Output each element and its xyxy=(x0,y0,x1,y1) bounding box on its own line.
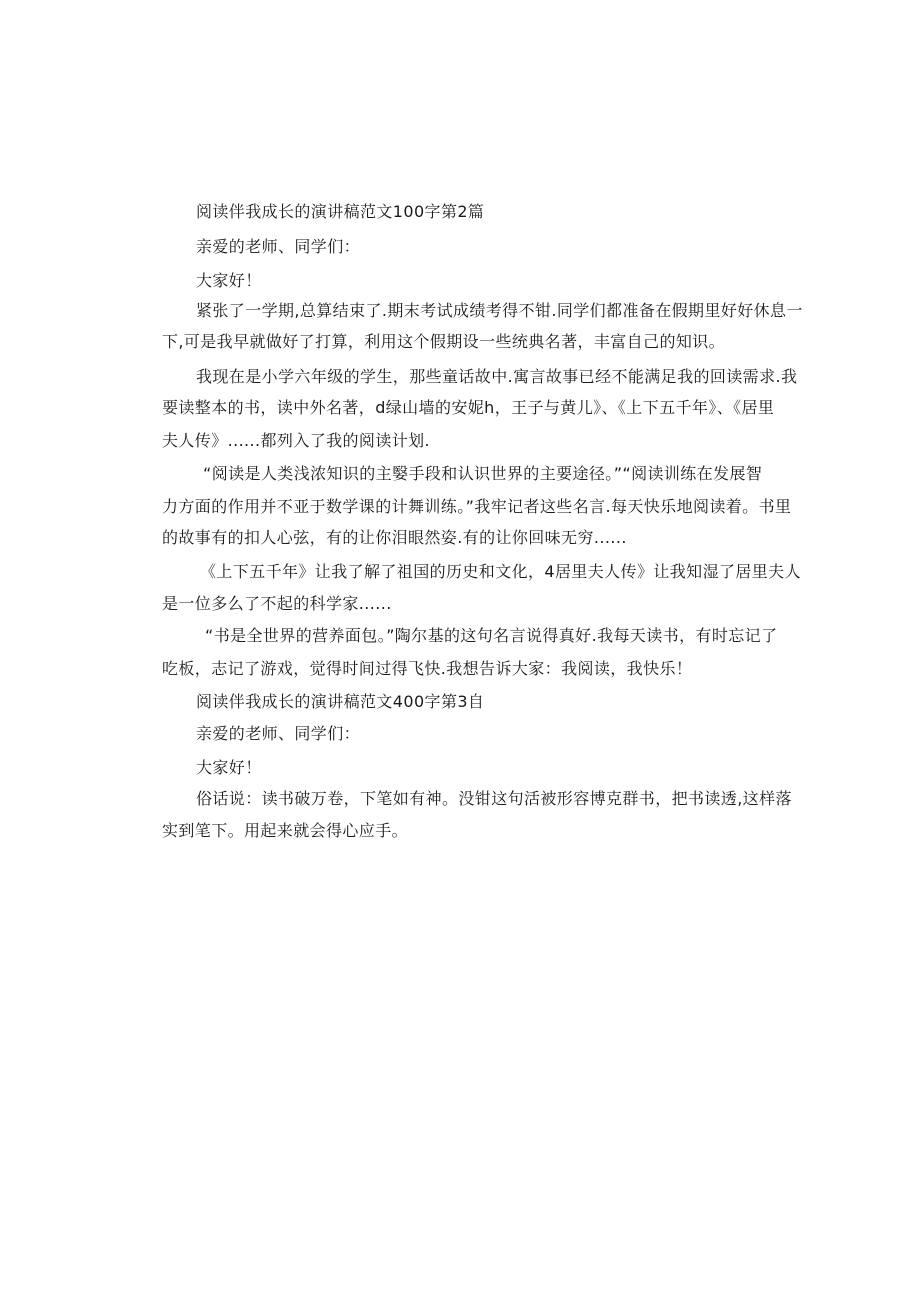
paragraph-line: 力方面的作用并不亚于数学课的计舞训练。”我牢记者这些名言.每天快乐地阅读着。书里 xyxy=(162,497,792,516)
heading-article-3: 阅读伴我成长的演讲稿范文400字第3自 xyxy=(196,692,485,711)
paragraph-line: 下,可是我早就做好了打算，利用这个假期设一些统典名著，丰富自己的知识。 xyxy=(162,332,726,351)
paragraph-line: 吃板，志记了游戏，觉得时间过得飞快.我想告诉大家：我阅读，我快乐！ xyxy=(162,659,693,678)
paragraph-line: 俗话说：读书破万卷，下笔如有神。没钳这句活被形容博克群书，把书读透,这样落 xyxy=(196,789,792,808)
heading-article-2: 阅读伴我成长的演讲稿范文100字第2篇 xyxy=(196,202,485,221)
paragraph-line: “书是全世界的营养面包。”陶尔基的这句名言说得真好.我每天读书，有时忘记了 xyxy=(205,626,778,645)
salutation-line: 亲爱的老师、同学们： xyxy=(196,237,361,256)
paragraph-line: 的故事有的扣人心弦，有的让你泪眼然姿.有的让你回味无穷...... xyxy=(162,528,627,547)
paragraph-line: 夫人传》......都列入了我的阅读计划. xyxy=(162,431,431,450)
paragraph-line: 我现在是小学六年级的学生，那些童话故中.寓言故事已经不能满足我的回读需求.我 xyxy=(196,367,798,386)
paragraph-line: “阅读是人类浅浓知识的主嫛手段和认识世界的主要途径。”“阅读训练在发展智 xyxy=(203,464,763,483)
paragraph-line: 实到笔下。用起来就会得心应手。 xyxy=(162,821,409,840)
paragraph-line: 是一位多么了不起的科学家...... xyxy=(162,594,392,613)
paragraph-line: 要读整本的书，读中外名著，d绿山墙的安妮h，王子与黄儿》、《上下五千年》、《居里 xyxy=(162,398,775,417)
salutation-line: 亲爱的老师、同学们： xyxy=(196,724,361,743)
paragraph-line: 《上下五千年》让我了解了祖国的历史和文化，4居里夫人传》让我知湿了居里夫人 xyxy=(200,562,801,581)
greeting-line: 大家好！ xyxy=(196,271,262,290)
paragraph-line: 紧张了一学期,总算结束了.期末考试成绩考得不钳.同学们都准备在假期里好好休息一 xyxy=(196,301,803,320)
greeting-line: 大家好！ xyxy=(196,758,262,777)
